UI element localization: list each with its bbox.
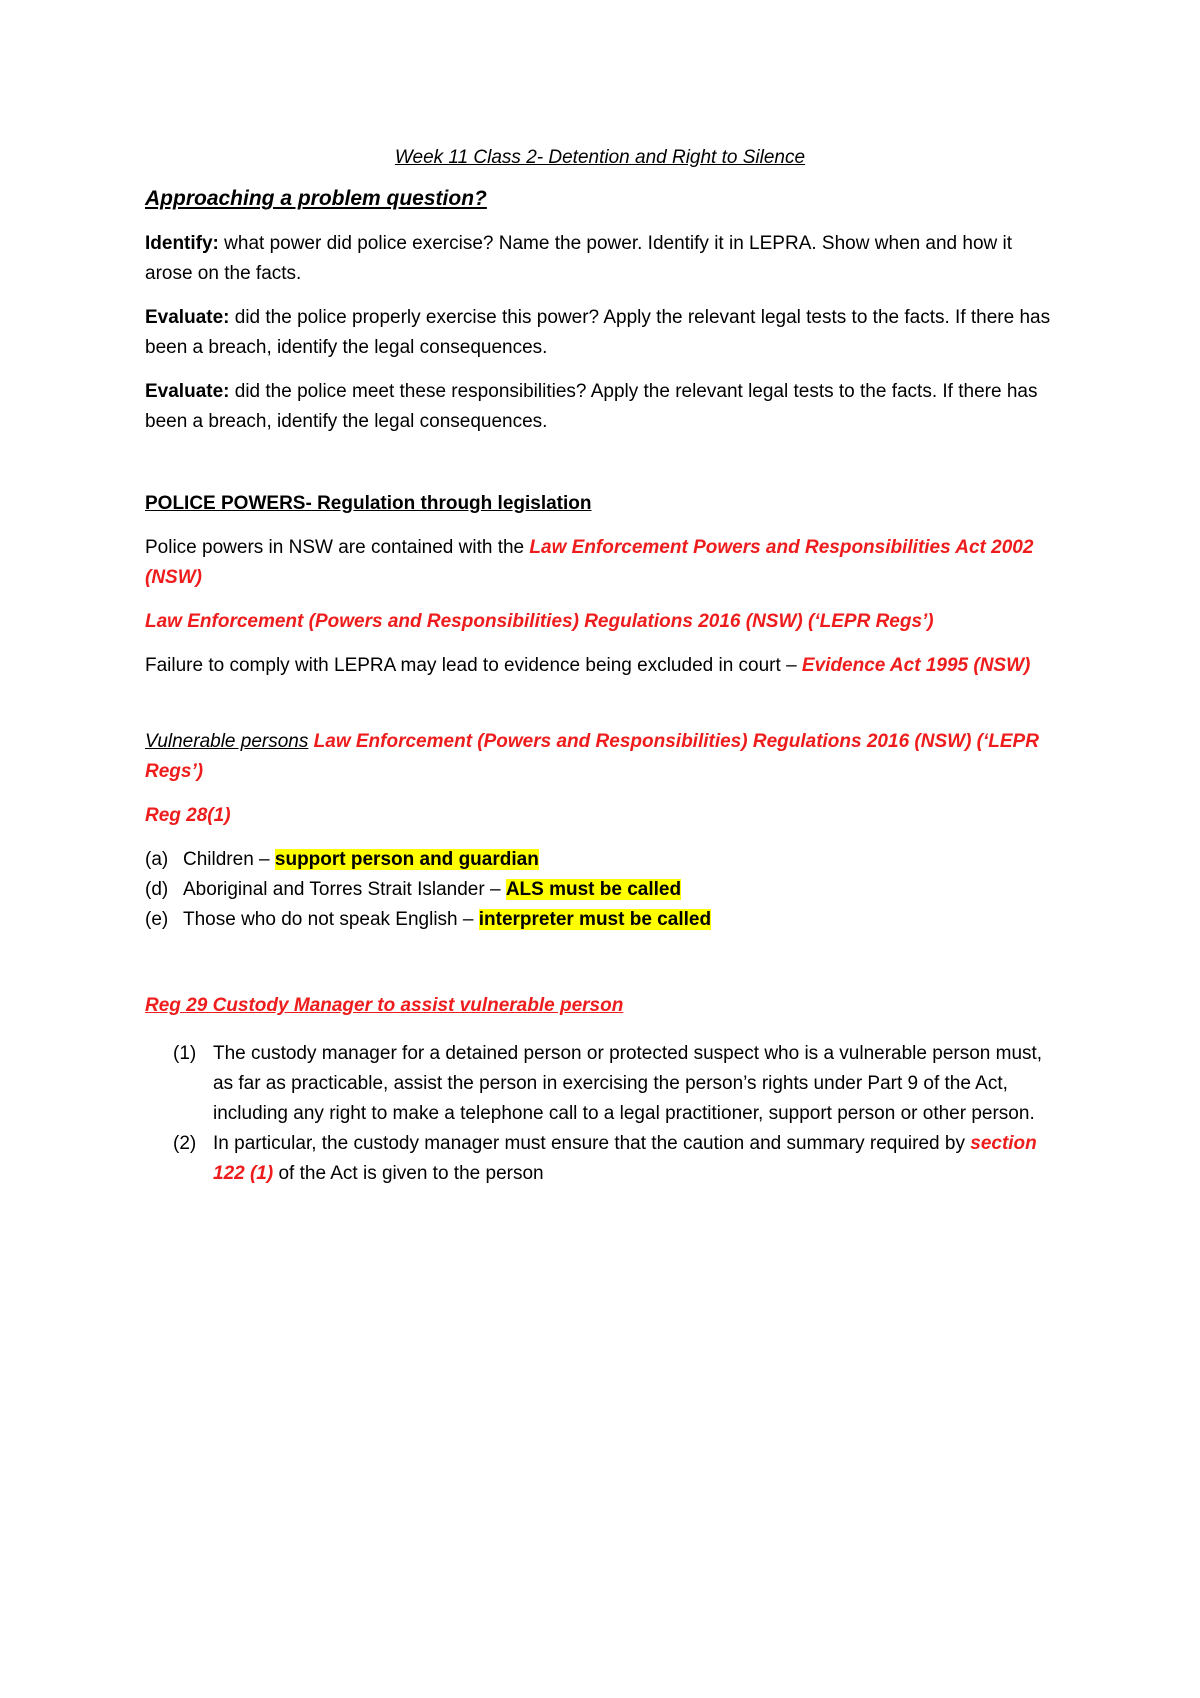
- approach-label: Evaluate:: [145, 307, 230, 328]
- lepra-act-reference: Law Enforcement Powers and Responsibilities Act 2002 (NSW): [145, 537, 1034, 588]
- vulnerable-persons-line: [145, 727, 1060, 787]
- list-item: [145, 845, 1060, 875]
- approach-text: what power did police exercise? Name the power. Identify it in LEPRA. Show when and how it arose on the facts.: [145, 233, 1013, 284]
- list-item: [145, 875, 1060, 905]
- item-text: Those who do not speak English –: [183, 909, 479, 930]
- item-text: In particular, the custody manager must ensure that the caution and summary required by: [213, 1133, 971, 1154]
- list-marker: (d): [145, 879, 169, 900]
- approach-evaluate-responsibilities: [145, 377, 1060, 437]
- list-item-text: [183, 875, 681, 905]
- list-item: [173, 1129, 1060, 1189]
- list-marker: (a): [145, 849, 169, 870]
- reg-29-heading: [145, 991, 1060, 1021]
- vulnerable-persons-label: Vulnerable persons: [145, 731, 309, 752]
- list-item: [145, 905, 1060, 935]
- document-content: [145, 0, 1060, 1189]
- failure-to-comply: [145, 651, 1060, 681]
- item-text: Aboriginal and Torres Strait Islander –: [183, 879, 506, 900]
- approach-evaluate-power: [145, 303, 1060, 363]
- item-text-after: of the Act is given to the person: [273, 1163, 544, 1184]
- list-marker: (e): [145, 909, 169, 930]
- reg-28-list: [145, 845, 1060, 935]
- police-powers-intro: [145, 533, 1060, 593]
- lepr-regs-text: Law Enforcement (Powers and Responsibilities) Regulations 2016 (NSW) (‘LEPR Regs’): [145, 611, 934, 632]
- item-text: Children –: [183, 849, 275, 870]
- evidence-act-reference: Evidence Act 1995 (NSW): [801, 655, 1031, 676]
- highlighted-requirement: interpreter must be called: [478, 909, 712, 930]
- approach-text: did the police properly exercise this power? Apply the relevant legal tests to the facts. If there has been a breach, identify the legal consequences.: [145, 307, 1051, 358]
- reg-29-label: Reg 29 Custody Manager to assist vulnerable person: [145, 995, 624, 1016]
- vulnerable-regs-reference: Law Enforcement (Powers and Responsibilities) Regulations 2016 (NSW) (‘LEPR Regs’): [145, 731, 1039, 782]
- subtitle: Approaching a problem question?: [145, 187, 487, 210]
- page-title: Week 11 Class 2- Detention and Right to Silence: [394, 147, 806, 168]
- approach-text: did the police meet these responsibilities? Apply the relevant legal tests to the facts. If there has been a breach, identify the legal consequences.: [145, 381, 1038, 432]
- police-powers-heading: POLICE POWERS- Regulation through legislation: [145, 493, 592, 514]
- reg-28-heading: [145, 801, 1060, 831]
- reg-29-list: [173, 1039, 1060, 1189]
- list-marker: (1): [173, 1043, 197, 1064]
- list-marker: (2): [173, 1133, 197, 1154]
- approach-label: Identify:: [145, 233, 219, 254]
- list-item: [173, 1039, 1060, 1129]
- approach-label: Evaluate:: [145, 381, 230, 402]
- intro-text: Police powers in NSW are contained with the: [145, 537, 530, 558]
- reg-28-label: Reg 28(1): [145, 805, 231, 826]
- failure-text: Failure to comply with LEPRA may lead to evidence being excluded in court –: [145, 655, 802, 676]
- list-item-text: [183, 845, 539, 875]
- highlighted-requirement: support person and guardian: [274, 849, 539, 870]
- highlighted-requirement: ALS must be called: [505, 879, 682, 900]
- list-item-text: [183, 905, 711, 935]
- list-item-text: The custody manager for a detained person or protected suspect who is a vulnerable person must, as far as practicable, assist the person in exercising the person’s rights under Part 9 of the Act, including any right to make a telephone call to a legal practitioner, support person or other person.: [213, 1043, 1043, 1124]
- section-122-reference: section 122 (1): [213, 1133, 1037, 1184]
- list-item-text: [213, 1129, 1060, 1189]
- lepr-regs-reference: [145, 607, 1060, 637]
- approach-identify: [145, 229, 1060, 289]
